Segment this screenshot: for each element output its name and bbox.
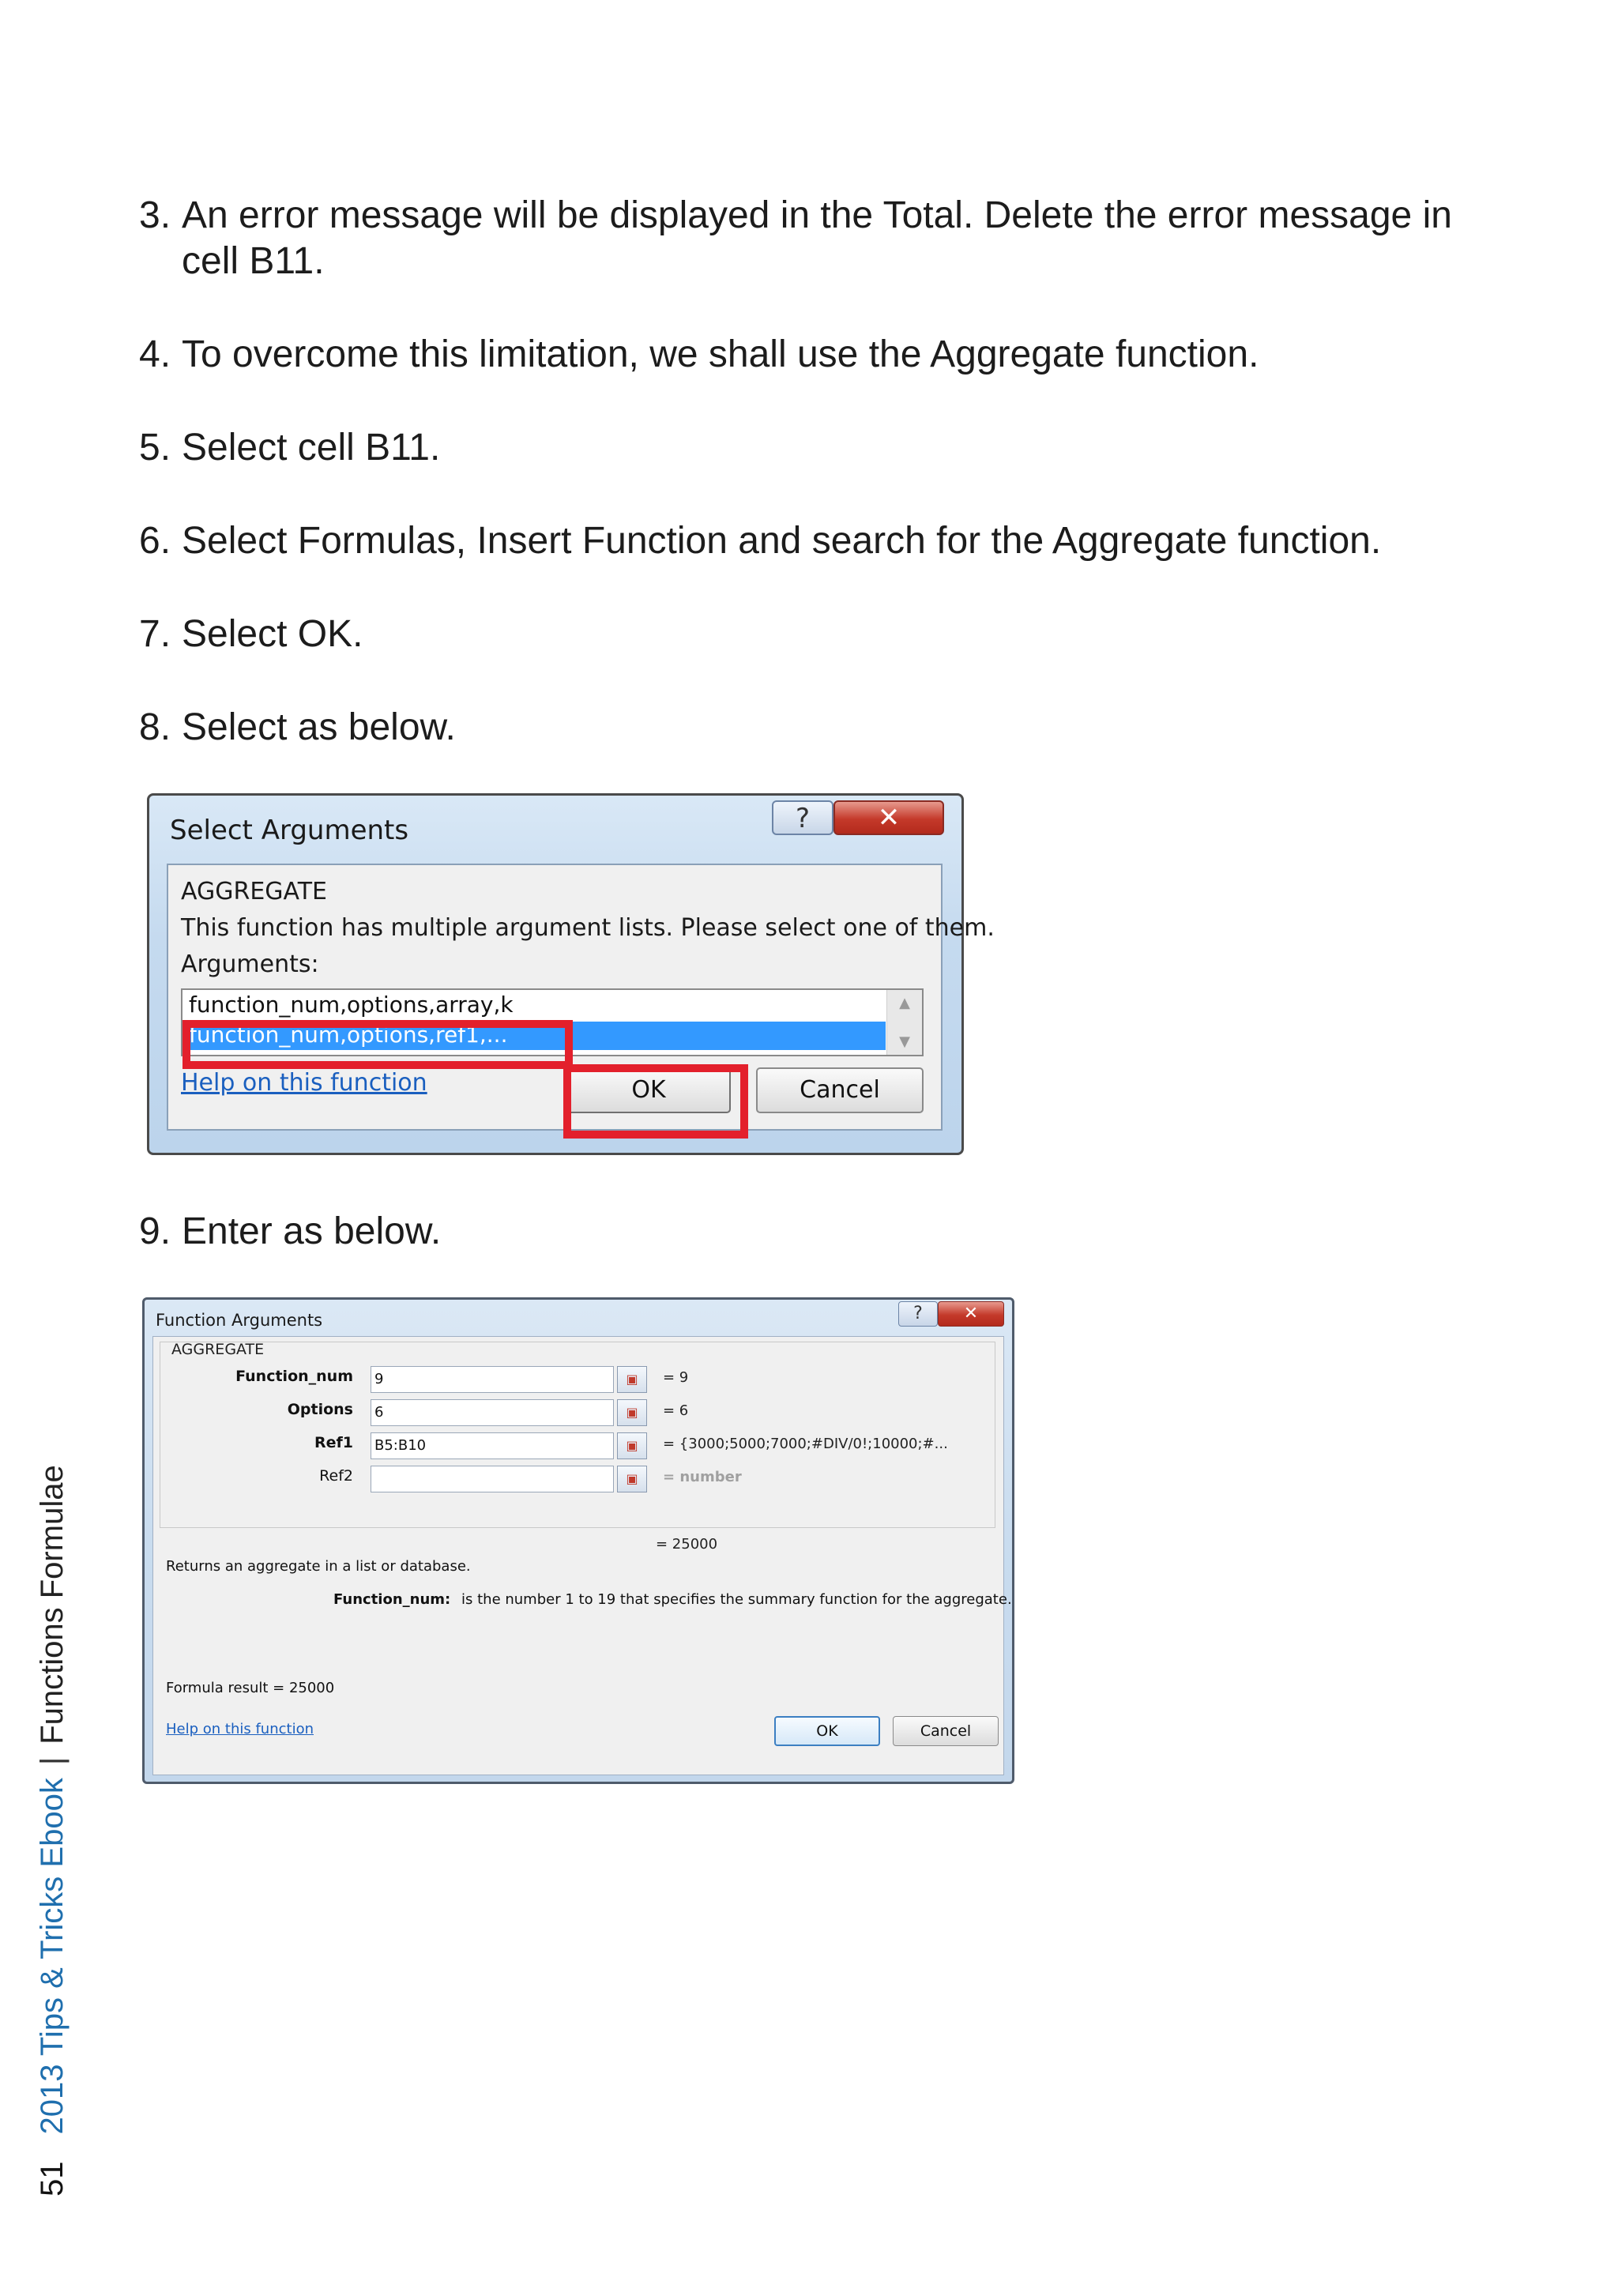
select-arguments-dialog (147, 793, 995, 1155)
step-text-continued: cell B11. (182, 240, 325, 282)
dialog-body (152, 1336, 1012, 1775)
argument-description: is the number 1 to 19 that specifies the summary function for the aggregate. (461, 1591, 1012, 1608)
ref1-input[interactable]: B5:B10 (371, 1432, 614, 1459)
argument-option[interactable]: function_num,options,array,k (189, 992, 514, 1018)
step-8 (139, 705, 456, 751)
field-result: = 6 (663, 1402, 689, 1419)
dialog-title: Function Arguments (156, 1311, 323, 1330)
scroll-down-icon[interactable]: ▼ (899, 1033, 910, 1050)
function-name: AGGREGATE (171, 1341, 265, 1358)
step-7 (139, 612, 363, 657)
listbox-scrollbar[interactable] (886, 990, 922, 1055)
cancel-button[interactable]: Cancel (756, 1067, 924, 1113)
argument-name: Function_num: (333, 1591, 451, 1608)
step-number: 6. (139, 520, 171, 562)
field-label-ref1: Ref1 (314, 1434, 353, 1451)
ok-button[interactable]: OK (774, 1716, 880, 1746)
ok-button[interactable]: OK (566, 1067, 731, 1113)
step-text: To overcome this limitation, we shall use the Aggregate function. (182, 333, 1259, 375)
function-num-input[interactable]: 9 (371, 1366, 614, 1393)
field-result: = 9 (663, 1369, 689, 1386)
step-5 (139, 425, 440, 471)
step-text: Select cell B11. (182, 427, 441, 469)
step-text: Enter as below. (182, 1210, 442, 1252)
help-button[interactable]: ? (898, 1301, 938, 1327)
aggregate-total: = 25000 (656, 1536, 718, 1553)
function-description: Returns an aggregate in a list or database. (166, 1558, 471, 1575)
field-label-options: Options (287, 1401, 353, 1418)
step-text: An error message will be displayed in the Total. Delete the error message in (182, 194, 1452, 236)
function-arguments-dialog (142, 1297, 1014, 1784)
range-picker-icon[interactable]: ▣ (617, 1366, 647, 1393)
step-text: Select as below. (182, 706, 456, 748)
highlight-ok-button (563, 1064, 748, 1139)
argument-option-selected[interactable]: function_num,options,ref1,... (184, 1022, 886, 1050)
step-9 (139, 1209, 441, 1255)
function-name: AGGREGATE (181, 878, 328, 905)
help-link[interactable]: Help on this function (166, 1721, 314, 1737)
help-button[interactable]: ? (772, 800, 833, 835)
field-label-function-num: Function_num (235, 1368, 353, 1385)
ref2-input[interactable] (371, 1466, 614, 1492)
book-title: 2013 Tips & Tricks Ebook (35, 1778, 70, 2135)
separator: | (35, 1756, 70, 1766)
step-4 (139, 332, 1259, 378)
field-label-ref2: Ref2 (319, 1467, 353, 1485)
dialog-panel (167, 864, 995, 1131)
help-link[interactable]: Help on this function (181, 1069, 427, 1097)
field-result: = {3000;5000;7000;#DIV/0!;10000;#... (663, 1436, 948, 1452)
close-button[interactable]: ✕ (833, 800, 944, 835)
step-number: 5. (139, 427, 171, 469)
dialog-title: Select Arguments (170, 815, 409, 846)
section-title: Functions Formulae (35, 1465, 70, 1745)
cancel-button[interactable]: Cancel (893, 1716, 999, 1746)
range-picker-icon[interactable]: ▣ (617, 1466, 647, 1492)
step-number: 4. (139, 333, 171, 375)
page-number: 51 (35, 2161, 70, 2196)
field-result: = number (663, 1469, 742, 1485)
step-number: 9. (139, 1210, 171, 1252)
dialog-description: This function has multiple argument lists. Please select one of them. (181, 914, 995, 942)
step-text: Select OK. (182, 613, 363, 655)
arguments-label: Arguments: (181, 950, 319, 978)
range-picker-icon[interactable]: ▣ (617, 1432, 647, 1459)
step-text: Select Formulas, Insert Function and search for the Aggregate function. (182, 520, 1382, 562)
scroll-up-icon[interactable]: ▲ (899, 995, 910, 1011)
step-number: 3. (139, 194, 171, 236)
step-number: 8. (139, 706, 171, 748)
range-picker-icon[interactable]: ▣ (617, 1399, 647, 1426)
options-input[interactable]: 6 (371, 1399, 614, 1426)
highlight-selected-option (182, 1020, 573, 1069)
close-button[interactable]: ✕ (938, 1301, 1004, 1327)
formula-result: Formula result = 25000 (166, 1680, 335, 1696)
step-6 (139, 518, 1381, 564)
arguments-group (160, 1342, 995, 1528)
step-number: 7. (139, 613, 171, 655)
page-sidebar (35, 1465, 70, 2196)
step-3 (139, 193, 1452, 284)
